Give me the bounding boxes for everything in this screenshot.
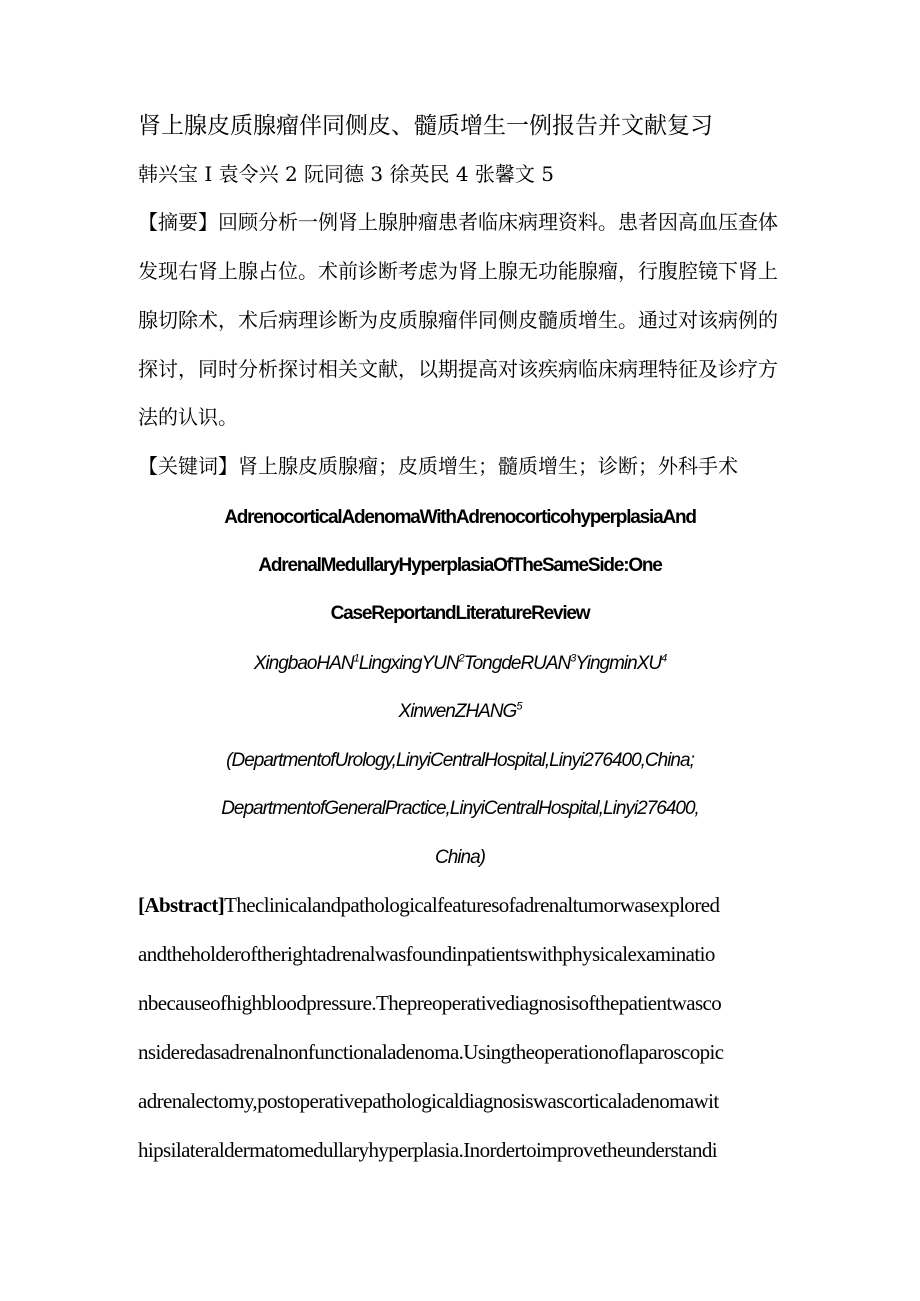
abstract-en-line: adrenalectomy,postoperativepathologicaldiagnosiswascorticaladenomawit [138, 1089, 719, 1113]
affiliation-line: DepartmentofGeneralPractice,LinyiCentralHospital,Linyi276400, [221, 798, 699, 819]
abstract-cn-text: 回顾分析一例肾上腺肿瘤患者临床病理资料。患者因高血压查体 [218, 210, 778, 234]
abstract-cn-line: 探讨，同时分析探讨相关文献，以期提高对该疾病临床病理特征及诊疗方 [138, 357, 778, 381]
authors-en [138, 699, 782, 725]
abstract-en-label: [Abstract] [138, 893, 225, 917]
affiliation-line: (DepartmentofUrology,LinyiCentralHospital,Linyi276400,China; [226, 750, 694, 771]
author-sup: 3 [570, 652, 576, 665]
author-name: TongdeRUAN [463, 653, 571, 674]
abstract-en-line: hipsilateraldermatomedullaryhyperplasia.Inordertoimprovetheunderstandi [138, 1138, 718, 1162]
author-sup: 2 [458, 652, 464, 665]
author-name: XinwenZHANG [398, 701, 517, 722]
title-en-line: AdrenocorticalAdenomaWithAdrenocorticohyperplasiaAnd [224, 507, 696, 528]
abstract-en-line: nsideredasadrenalnonfunctionaladenoma.Usingtheoperationoflaparoscopic [138, 1040, 724, 1064]
author-sup: 5 [516, 700, 522, 713]
title-en-line: CaseReportandLiteratureReview [330, 603, 590, 624]
author-sup: 4 [661, 652, 667, 665]
abstract-cn-line: 法的认识。 [138, 405, 238, 429]
abstract-en-text: Theclinicalandpathologicalfeaturesofadrenaltumorwasexplored [224, 893, 720, 917]
author-sup: 1 [353, 652, 359, 665]
keywords-cn [138, 452, 738, 480]
authors-cn: 韩兴宝 I 袁令兴 2 阮同德 3 徐英民 4 张馨文 5 [138, 162, 555, 186]
keywords-cn-text: 肾上腺皮质腺瘤；皮质增生；髓质增生；诊断；外科手术 [238, 454, 738, 478]
abstract-en-line: andtheholderoftherightadrenalwasfoundinpatientswithphysicalexaminatio [138, 942, 715, 966]
title-en-line: AdrenalMedullaryHyperplasiaOfTheSameSide:One [258, 555, 662, 576]
abstract-en-line [138, 891, 788, 919]
affiliation-line: China) [435, 847, 485, 868]
abstract-cn-line: 发现右肾上腺占位。术前诊断考虑为肾上腺无功能腺瘤，行腹腔镜下肾上 [138, 259, 778, 283]
page-title: 肾上腺皮质腺瘤伴同侧皮、髓质增生一例报告并文献复习 [138, 113, 713, 139]
keywords-cn-label: 【关键词】 [138, 454, 238, 478]
abstract-en-line: nbecauseofhighbloodpressure.Thepreoperativediagnosisofthepatientwasco [138, 991, 722, 1015]
abstract-cn-label: 【摘要】 [138, 210, 218, 234]
author-name: XingbaoHAN [253, 653, 354, 674]
author-name: YingminXU [575, 653, 662, 674]
abstract-cn-line [138, 208, 778, 236]
author-name: LingxingYUN [358, 653, 459, 674]
abstract-cn-line: 腺切除术，术后病理诊断为皮质腺瘤伴同侧皮髓质增生。通过对该病例的 [138, 308, 778, 332]
authors-en [138, 651, 782, 677]
